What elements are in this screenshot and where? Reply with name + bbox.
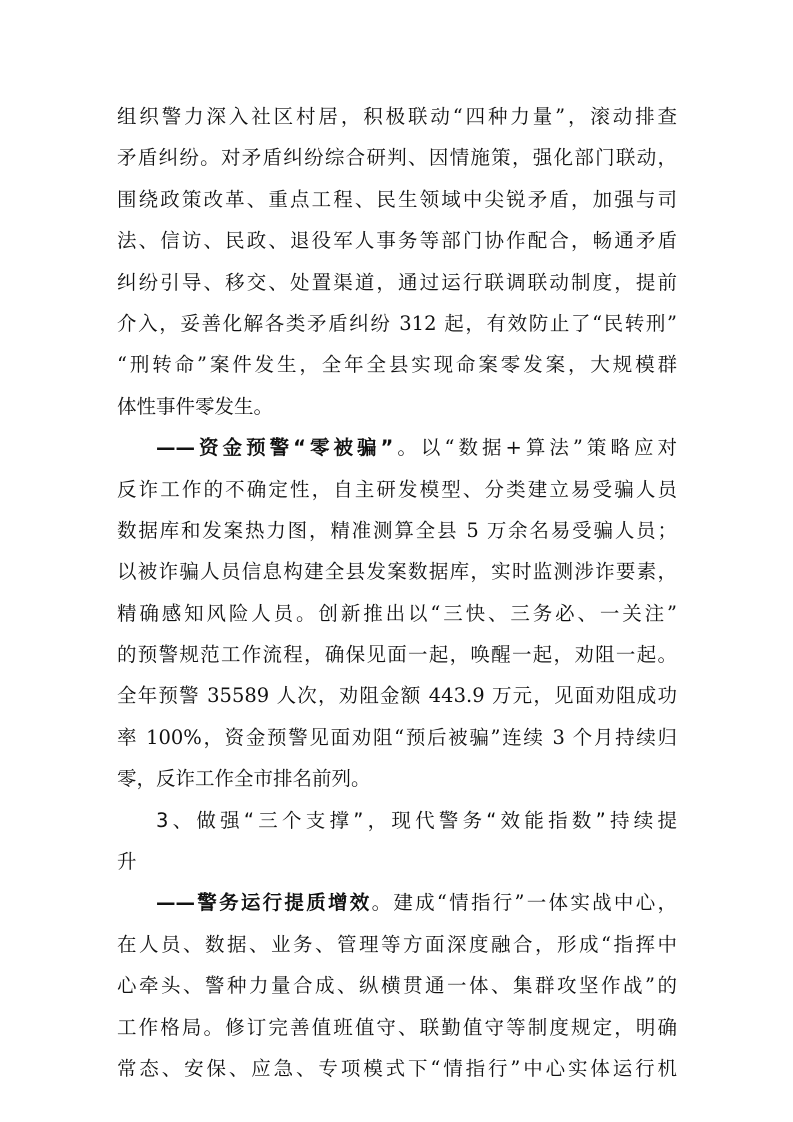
- paragraph-line: “刑转命”案件发生，全年全县实现命案零发案，大规模群: [117, 353, 677, 377]
- paragraph-line: 精确感知风险人员。创新推出以“三快、三务必、一关注”: [117, 601, 677, 625]
- paragraph-line: 反诈工作的不确定性，自主研发模型、分类建立易受骗人员: [117, 477, 677, 501]
- fraud-section-title: ——资金预警“零被骗”: [156, 436, 394, 460]
- paragraph-line: 矛盾纠纷。对矛盾纠纷综合研判、因情施策，强化部门联动，: [117, 146, 677, 170]
- paragraph-line: 率 100%，资金预警见面劝阻“预后被骗”连续 3 个月持续归: [117, 725, 677, 749]
- body-text: [117, 96, 677, 1089]
- fraud-section-intro: 。以“数据+算法”策略应对: [393, 436, 677, 460]
- paragraph-line: 以被诈骗人员信息构建全县发案数据库，实时监测涉诈要素，: [117, 560, 677, 584]
- fraud-section-first-line: [117, 427, 677, 468]
- paragraph-line: 数据库和发案热力图，精准测算全县 5 万余名易受骗人员；: [117, 518, 677, 542]
- paragraph-line: 心牵头、警种力量合成、纵横贯通一体、集群攻坚作战”的: [117, 974, 677, 998]
- section-heading-3-continued: 升: [117, 850, 137, 874]
- paragraph-line: 介入，妥善化解各类矛盾纠纷 312 起，有效防止了“民转刑”: [117, 311, 677, 335]
- paragraph-line: 零，反诈工作全市排名前列。: [117, 767, 371, 791]
- paragraph-line: 全年预警 35589 人次，劝阻金额 443.9 万元，见面劝阻成功: [117, 684, 677, 708]
- police-section-intro: 。建成“情指行”一体实战中心，: [371, 891, 677, 915]
- paragraph-line: 纠纷引导、移交、处置渠道，通过运行联调联动制度，提前: [117, 270, 677, 294]
- paragraph-line: 在人员、数据、业务、管理等方面深度融合，形成“指挥中: [117, 932, 677, 956]
- paragraph-line: 体性事件零发生。: [117, 394, 274, 418]
- section-heading-3: 3、做强“三个支撑”，现代警务“效能指数”持续提: [156, 808, 677, 832]
- paragraph-line: 工作格局。修订完善值班值守、联勤值守等制度规定，明确: [117, 1015, 677, 1039]
- police-section-title: ——警务运行提质增效: [156, 891, 372, 915]
- paragraph-line: 组织警力深入社区村居，积极联动“四种力量”，滚动排查: [117, 105, 677, 128]
- paragraph-line: 围绕政策改革、重点工程、民生领域中尖锐矛盾，加强与司: [117, 187, 677, 211]
- paragraph-line: 的预警规范工作流程，确保见面一起，唤醒一起，劝阻一起。: [117, 643, 677, 667]
- police-section-first-line: [117, 882, 677, 923]
- paragraph-line: 法、信访、民政、退役军人事务等部门协作配合，畅通矛盾: [117, 229, 677, 253]
- paragraph-line: 常态、安保、应急、专项模式下“情指行”中心实体运行机: [117, 1056, 677, 1080]
